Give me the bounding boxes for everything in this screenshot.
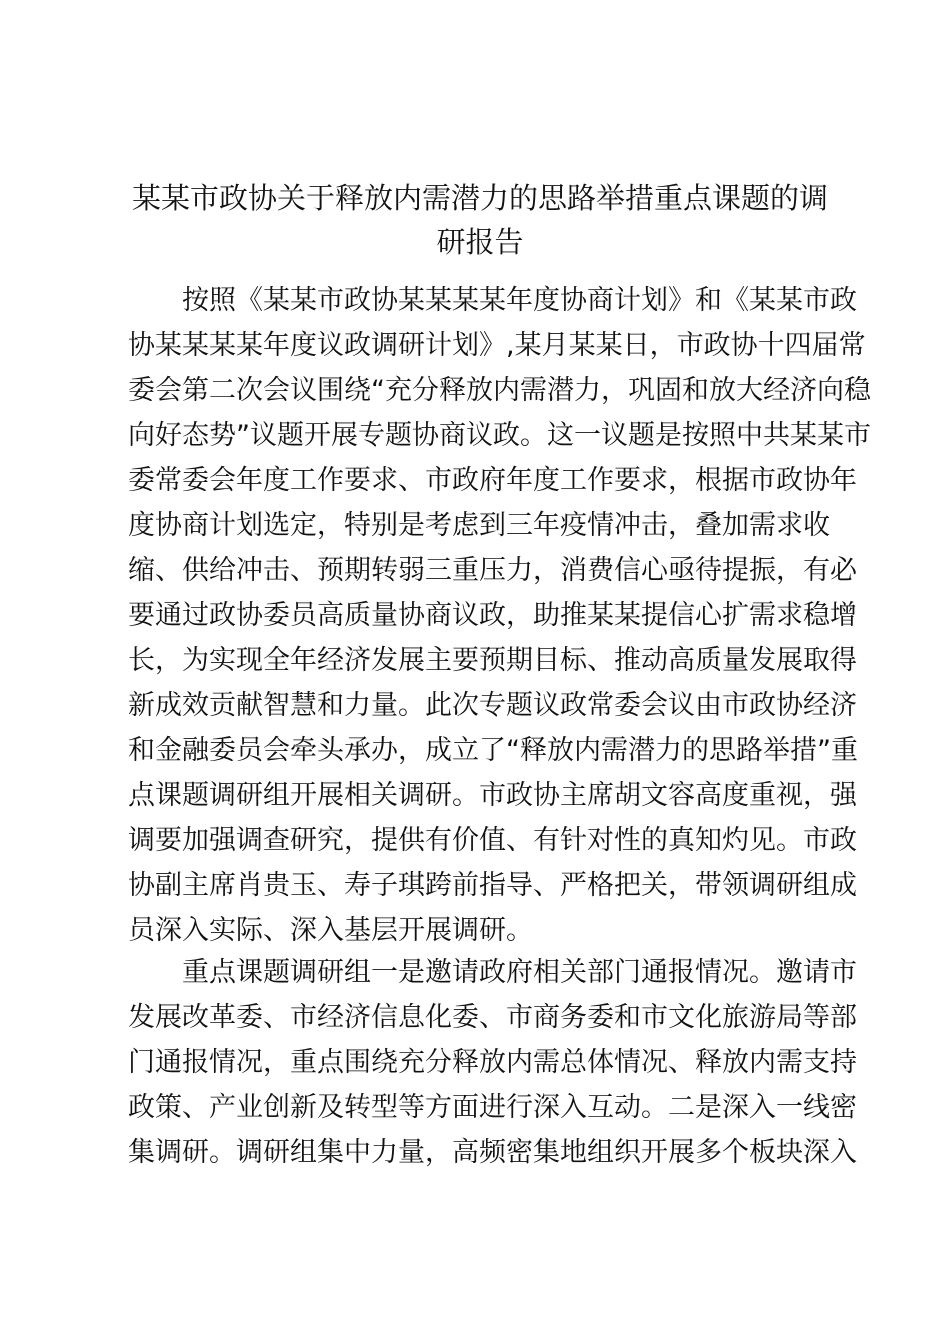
text-line: 新成效贡献智慧和力量。此次专题议政常委会议由市政协经济	[128, 690, 857, 721]
text-line: 向好态势”议题开展专题协商议政。这一议题是按照中共某某市	[128, 420, 871, 451]
text-line: 要通过政协委员高质量协商议政，助推某某提信心扩需求稳增	[128, 600, 857, 631]
text-line: 委常委会年度工作要求、市政府年度工作要求，根据市政协年	[128, 465, 857, 496]
title-line-2: 研报告	[436, 225, 524, 259]
text-line: 度协商计划选定，特别是考虑到三年疫情冲击，叠加需求收	[128, 510, 830, 541]
text-line: 政策、产业创新及转型等方面进行深入互动。二是深入一线密	[128, 1092, 857, 1123]
text-line: 协某某某某年度议政调研计划》,某月某某日，市政协十四届常	[128, 330, 866, 361]
title-line-1: 某某市政协关于释放内需潜力的思路举措重点课题的调	[131, 181, 828, 215]
text-line: 长，为实现全年经济发展主要预期目标、推动高质量发展取得	[128, 645, 857, 676]
text-line: 和金融委员会牵头承办，成立了“释放内需潜力的思路举措”重	[128, 735, 858, 766]
text-line: 集调研。调研组集中力量，高频密集地组织开展多个板块深入	[128, 1137, 857, 1168]
text-line: 缩、供给冲击、预期转弱三重压力，消费信心亟待提振，有必	[128, 555, 857, 586]
text-line: 发展改革委、市经济信息化委、市商务委和市文化旅游局等部	[128, 1002, 857, 1033]
text-line: 协副主席肖贵玉、寿子琪跨前指导、严格把关，带领调研组成	[128, 870, 857, 901]
text-line: 重点课题调研组一是邀请政府相关部门通报情况。邀请市	[182, 957, 857, 988]
paragraph-2	[128, 950, 857, 1175]
text-line: 员深入实际、深入基层开展调研。	[128, 915, 533, 946]
text-line: 按照《某某市政协某某某某年度协商计划》和《某某市政	[182, 285, 857, 316]
paragraph-1	[128, 278, 871, 953]
text-line: 点课题调研组开展相关调研。市政协主席胡文容高度重视，强	[128, 780, 857, 811]
text-line: 门通报情况，重点围绕充分释放内需总体情况、释放内需支持	[128, 1047, 857, 1078]
text-line: 委会第二次会议围绕“充分释放内需潜力，巩固和放大经济向稳	[128, 375, 871, 406]
page-title	[120, 176, 840, 264]
text-line: 调要加强调查研究，提供有价值、有针对性的真知灼见。市政	[128, 825, 857, 856]
